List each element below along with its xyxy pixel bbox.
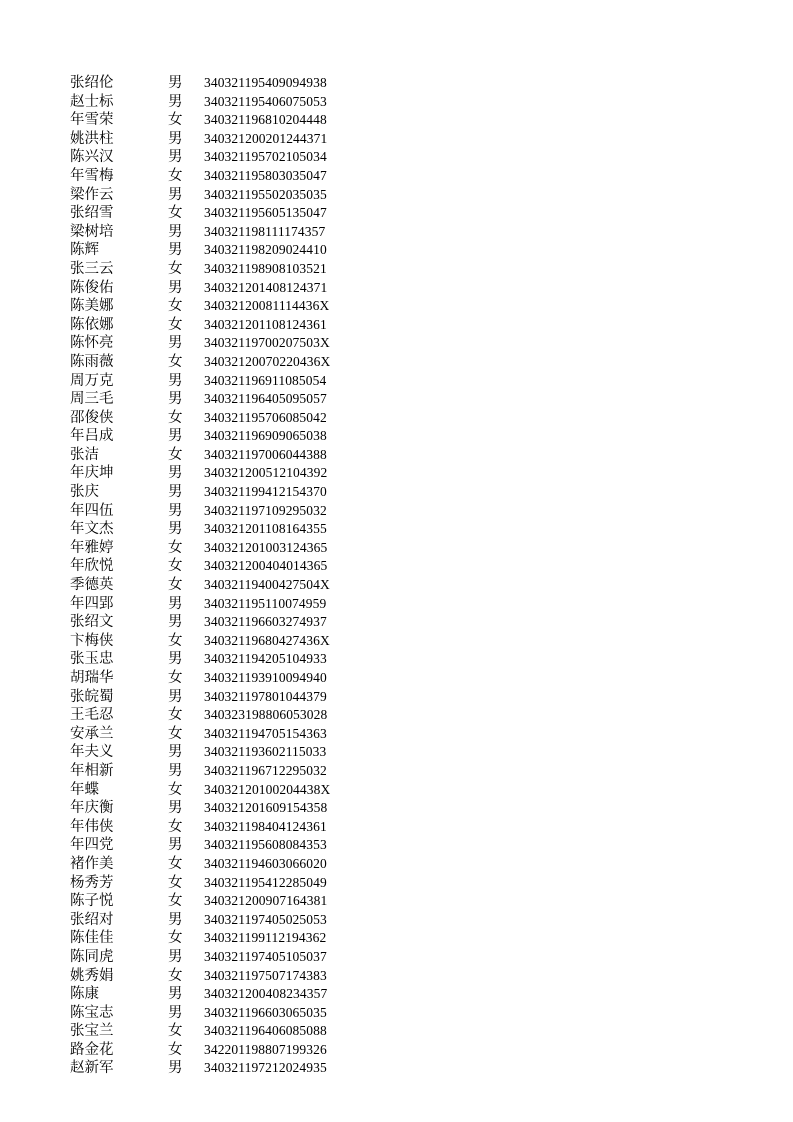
- table-row: [0, 539, 793, 558]
- gender-cell: 女: [168, 539, 183, 556]
- gender-cell: 男: [168, 744, 183, 761]
- gender-cell: 女: [168, 353, 183, 370]
- name-cell: 路金花: [70, 1041, 114, 1058]
- id-number-cell: 340321195406075053: [204, 93, 327, 109]
- id-number-cell: 342201198807199326: [204, 1041, 327, 1057]
- table-row: [0, 502, 793, 521]
- id-number-cell: 340321195110074959: [204, 595, 327, 611]
- table-row: [0, 130, 793, 149]
- table-row: [0, 223, 793, 242]
- id-number-cell: 340321195706085042: [204, 409, 327, 425]
- gender-cell: 男: [168, 279, 183, 296]
- gender-cell: 女: [168, 930, 183, 947]
- table-row: [0, 483, 793, 502]
- gender-cell: 男: [168, 428, 183, 445]
- table-row: [0, 204, 793, 223]
- id-number-cell: 340321197801044379: [204, 688, 327, 704]
- name-cell: 周万克: [70, 372, 114, 389]
- id-number-cell: 340321199112194362: [204, 930, 327, 946]
- id-number-cell: 34032120070220436X: [204, 353, 331, 369]
- name-cell: 年四郢: [70, 595, 114, 612]
- id-number-cell: 340321195608084353: [204, 837, 327, 853]
- name-cell: 赵新军: [70, 1060, 114, 1077]
- name-cell: 陈同虎: [70, 948, 114, 965]
- gender-cell: 男: [168, 688, 183, 705]
- table-row: [0, 74, 793, 93]
- table-row: [0, 799, 793, 818]
- gender-cell: 女: [168, 670, 183, 686]
- table-row: [0, 427, 793, 446]
- table-row: [0, 557, 793, 576]
- gender-cell: 女: [168, 818, 183, 835]
- table-row: [0, 186, 793, 205]
- name-cell: 陈兴汉: [70, 149, 114, 166]
- gender-cell: 男: [168, 948, 183, 965]
- name-cell: 年庆衡: [70, 800, 114, 817]
- id-number-cell: 340321197006044388: [204, 446, 327, 462]
- gender-cell: 男: [168, 465, 183, 482]
- name-cell: 陈怀亮: [70, 335, 114, 352]
- table-row: [0, 967, 793, 986]
- id-number-cell: 340321196909065038: [204, 428, 327, 444]
- id-number-cell: 340321198111174357: [204, 223, 326, 239]
- id-number-cell: 340321197405105037: [204, 948, 327, 964]
- table-row: [0, 892, 793, 911]
- table-row: [0, 836, 793, 855]
- table-row: [0, 762, 793, 781]
- table-row: [0, 650, 793, 669]
- gender-cell: 男: [168, 242, 183, 259]
- gender-cell: 女: [168, 1023, 183, 1040]
- gender-cell: 女: [168, 781, 183, 798]
- id-number-cell: 340321201609154358: [204, 800, 328, 816]
- gender-cell: 男: [168, 800, 183, 817]
- id-number-cell: 34032119680427436X: [204, 632, 330, 648]
- name-cell: 张洁: [70, 446, 99, 463]
- table-row: [0, 706, 793, 725]
- id-number-cell: 340321193910094940: [204, 670, 327, 685]
- table-row: [0, 148, 793, 167]
- name-cell: 张玉忠: [70, 651, 114, 668]
- gender-cell: 男: [168, 762, 183, 779]
- id-number-cell: 340321194205104933: [204, 651, 327, 667]
- name-cell: 年蝶: [70, 781, 99, 798]
- id-number-cell: 340321195702105034: [204, 149, 327, 165]
- table-row: [0, 260, 793, 279]
- id-number-cell: 340321201108164355: [204, 521, 327, 537]
- gender-cell: 男: [168, 149, 183, 166]
- gender-cell: 男: [168, 595, 183, 612]
- name-cell: 年伟侠: [70, 818, 114, 835]
- table-row: [0, 1041, 793, 1060]
- id-number-cell: 340321197109295032: [204, 502, 327, 518]
- gender-cell: 女: [168, 298, 183, 315]
- name-cell: 张绍文: [70, 614, 114, 631]
- gender-cell: 男: [168, 130, 183, 147]
- table-row: [0, 464, 793, 483]
- table-row: [0, 985, 793, 1004]
- name-cell: 张绍伦: [70, 75, 114, 91]
- gender-cell: 女: [168, 1041, 183, 1058]
- name-cell: 陈康: [70, 986, 99, 1003]
- gender-cell: 男: [168, 223, 183, 240]
- table-row: [0, 929, 793, 948]
- id-number-cell: 340321200201244371: [204, 130, 328, 146]
- table-row: [0, 446, 793, 465]
- gender-cell: 女: [168, 112, 183, 129]
- table-row: [0, 632, 793, 651]
- id-number-cell: 340321201408124371: [204, 279, 328, 295]
- id-number-cell: 340321200907164381: [204, 893, 328, 909]
- name-cell: 年相新: [70, 762, 114, 779]
- gender-cell: 女: [168, 577, 183, 594]
- table-row: [0, 1059, 793, 1078]
- name-cell: 陈子悦: [70, 893, 114, 910]
- id-number-cell: 340321200408234357: [204, 986, 328, 1002]
- table-row: [0, 334, 793, 353]
- name-cell: 年夫义: [70, 744, 114, 761]
- name-cell: 陈佳佳: [70, 930, 114, 947]
- gender-cell: 男: [168, 93, 183, 110]
- table-row: [0, 1022, 793, 1041]
- name-cell: 张宝兰: [70, 1023, 114, 1040]
- gender-cell: 男: [168, 502, 183, 519]
- name-cell: 年雅婷: [70, 539, 114, 556]
- table-row: [0, 241, 793, 260]
- id-number-cell: 340321201108124361: [204, 316, 327, 332]
- id-number-cell: 340321195502035035: [204, 186, 327, 202]
- id-number-cell: 340323198806053028: [204, 707, 328, 723]
- name-cell: 梁树培: [70, 223, 114, 240]
- table-row: [0, 948, 793, 967]
- id-number-cell: 340321196911085054: [204, 372, 327, 388]
- id-number-cell: 340321200512104392: [204, 465, 328, 481]
- name-cell: 年文杰: [70, 521, 114, 538]
- gender-cell: 女: [168, 260, 183, 277]
- id-number-cell: 340321196406085088: [204, 1023, 327, 1039]
- table-row: [0, 167, 793, 186]
- name-cell: 年雪梅: [70, 167, 114, 184]
- gender-cell: 男: [168, 372, 183, 389]
- id-number-cell: 340321196810204448: [204, 112, 327, 128]
- gender-cell: 女: [168, 316, 183, 333]
- id-number-cell: 34032119400427504X: [204, 577, 330, 593]
- name-cell: 赵士标: [70, 93, 114, 110]
- table-row: [0, 911, 793, 930]
- table-row: [0, 855, 793, 874]
- gender-cell: 男: [168, 391, 183, 408]
- table-row: [0, 520, 793, 539]
- gender-cell: 女: [168, 707, 183, 724]
- id-number-cell: 340321197405025053: [204, 911, 327, 927]
- id-number-cell: 340321199412154370: [204, 484, 327, 500]
- table-row: [0, 316, 793, 335]
- table-row: [0, 743, 793, 762]
- name-cell: 王毛忍: [70, 707, 114, 724]
- id-number-cell: 340321198908103521: [204, 260, 327, 276]
- table-row: [0, 613, 793, 632]
- table-row: [0, 781, 793, 800]
- gender-cell: 女: [168, 893, 183, 910]
- id-number-cell: 34032119700207503X: [204, 335, 330, 351]
- gender-cell: 女: [168, 409, 183, 426]
- name-cell: 张三云: [70, 260, 114, 277]
- table-row: [0, 688, 793, 707]
- name-cell: 杨秀芳: [70, 874, 114, 891]
- table-row: [0, 576, 793, 595]
- id-number-cell: 340321196603274937: [204, 614, 327, 630]
- name-cell: 陈辉: [70, 242, 99, 259]
- table-row: [0, 818, 793, 837]
- name-cell: 张绍雪: [70, 205, 114, 222]
- name-cell: 年吕成: [70, 428, 114, 445]
- table-row: [0, 725, 793, 744]
- name-cell: 年雪荣: [70, 112, 114, 129]
- gender-cell: 男: [168, 614, 183, 631]
- id-number-cell: 340321195412285049: [204, 874, 327, 890]
- gender-cell: 女: [168, 205, 183, 222]
- name-cell: 张皖蜀: [70, 688, 114, 705]
- name-cell: 张绍对: [70, 911, 114, 928]
- data-table: [0, 74, 793, 1078]
- gender-cell: 男: [168, 335, 183, 352]
- gender-cell: 女: [168, 167, 183, 184]
- table-row: [0, 297, 793, 316]
- name-cell: 季德英: [70, 577, 114, 594]
- gender-cell: 男: [168, 986, 183, 1003]
- gender-cell: 男: [168, 651, 183, 668]
- name-cell: 年四党: [70, 837, 114, 854]
- gender-cell: 女: [168, 725, 183, 742]
- table-row: [0, 409, 793, 428]
- table-row: [0, 111, 793, 130]
- gender-cell: 男: [168, 186, 183, 203]
- name-cell: 张庆: [70, 484, 99, 501]
- id-number-cell: 340321195803035047: [204, 167, 327, 183]
- gender-cell: 男: [168, 484, 183, 501]
- id-number-cell: 340321194705154363: [204, 725, 327, 741]
- id-number-cell: 34032120100204438X: [204, 781, 331, 797]
- name-cell: 陈宝志: [70, 1004, 114, 1021]
- name-cell: 卞梅侠: [70, 632, 114, 649]
- name-cell: 姚秀娟: [70, 967, 114, 984]
- name-cell: 姚洪柱: [70, 130, 114, 147]
- name-cell: 陈雨薇: [70, 353, 114, 370]
- table-row: [0, 93, 793, 112]
- name-cell: 陈俊佑: [70, 279, 114, 296]
- table-row: [0, 372, 793, 391]
- id-number-cell: 34032120081114436X: [204, 298, 330, 314]
- gender-cell: 男: [168, 911, 183, 928]
- table-row: [0, 353, 793, 372]
- name-cell: 年四伍: [70, 502, 114, 519]
- name-cell: 周三毛: [70, 391, 114, 408]
- name-cell: 年庆坤: [70, 465, 114, 482]
- name-cell: 陈依娜: [70, 316, 114, 333]
- name-cell: 年欣悦: [70, 558, 114, 575]
- name-cell: 安承兰: [70, 725, 114, 742]
- gender-cell: 女: [168, 855, 183, 872]
- table-row: [0, 390, 793, 409]
- id-number-cell: 340321196405095057: [204, 391, 327, 407]
- name-cell: 梁作云: [70, 186, 114, 203]
- gender-cell: 男: [168, 1004, 183, 1021]
- id-number-cell: 340321198404124361: [204, 818, 327, 834]
- gender-cell: 女: [168, 446, 183, 463]
- gender-cell: 女: [168, 558, 183, 575]
- id-number-cell: 340321195409094938: [204, 75, 327, 90]
- table-row: [0, 669, 793, 688]
- gender-cell: 男: [168, 521, 183, 538]
- name-cell: 胡瑞华: [70, 670, 114, 686]
- name-cell: 褚作美: [70, 855, 114, 872]
- gender-cell: 女: [168, 632, 183, 649]
- id-number-cell: 340321197212024935: [204, 1060, 327, 1076]
- gender-cell: 女: [168, 967, 183, 984]
- table-row: [0, 279, 793, 298]
- id-number-cell: 340321195605135047: [204, 205, 327, 221]
- id-number-cell: 340321193602115033: [204, 744, 327, 760]
- table-row: [0, 1004, 793, 1023]
- id-number-cell: 340321198209024410: [204, 242, 327, 258]
- table-row: [0, 874, 793, 893]
- id-number-cell: 340321196712295032: [204, 762, 327, 778]
- gender-cell: 男: [168, 1060, 183, 1077]
- gender-cell: 男: [168, 837, 183, 854]
- gender-cell: 男: [168, 75, 183, 91]
- table-row: [0, 595, 793, 614]
- id-number-cell: 340321194603066020: [204, 855, 327, 871]
- id-number-cell: 340321196603065035: [204, 1004, 327, 1020]
- name-cell: 邵俊侠: [70, 409, 114, 426]
- id-number-cell: 340321197507174383: [204, 967, 327, 983]
- id-number-cell: 340321201003124365: [204, 539, 328, 555]
- id-number-cell: 340321200404014365: [204, 558, 328, 574]
- name-cell: 陈美娜: [70, 298, 114, 315]
- gender-cell: 女: [168, 874, 183, 891]
